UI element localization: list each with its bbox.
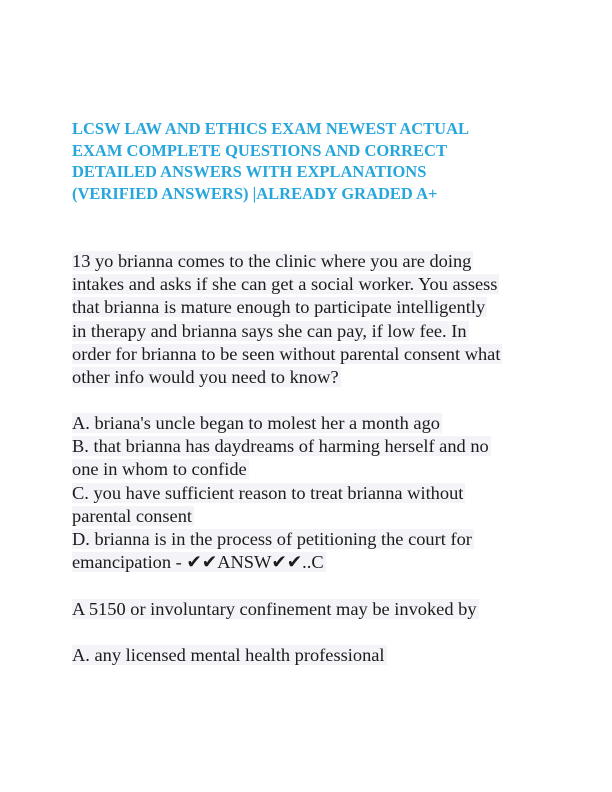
text-line: A 5150 or involuntary confinement may be invoked by <box>72 599 477 619</box>
question-2-options <box>72 644 552 667</box>
option-line: parental consent <box>72 505 192 526</box>
text-line: order for brianna to be seen without parental consent what <box>72 343 501 364</box>
text-line: in therapy and brianna says she can pay, if low fee. In <box>72 320 467 341</box>
question-1-options <box>72 412 552 574</box>
text-line: that brianna is mature enough to participate intelligently <box>72 297 486 318</box>
answer-line: emancipation - ✔✔ANSW✔✔..C <box>72 552 324 573</box>
option-line: A. any licensed mental health professional <box>72 645 385 665</box>
option-line: D. brianna is in the process of petitioning the court for <box>72 529 472 550</box>
option-line: A. briana's uncle began to molest her a month ago <box>72 413 440 433</box>
option-line: one in whom to confide <box>72 459 247 480</box>
question-2-text <box>72 598 552 621</box>
option-line: B. that brianna has daydreams of harming herself and no <box>72 436 489 457</box>
text-line: other info would you need to know? <box>72 367 339 388</box>
text-line: 13 yo brianna comes to the clinic where you are doing <box>72 251 472 271</box>
document-title: LCSW LAW AND ETHICS EXAM NEWEST ACTUAL EXAM COMPLETE QUESTIONS AND CORRECT DETAILED ANSWERS WITH EXPLANATIONS (VERIFIED ANSWERS) |ALREADY GRADED A+ <box>72 119 470 203</box>
text-line: intakes and asks if she can get a social worker. You assess <box>72 274 498 295</box>
option-line: C. you have sufficient reason to treat brianna without <box>72 482 464 503</box>
question-1-text <box>72 250 552 389</box>
